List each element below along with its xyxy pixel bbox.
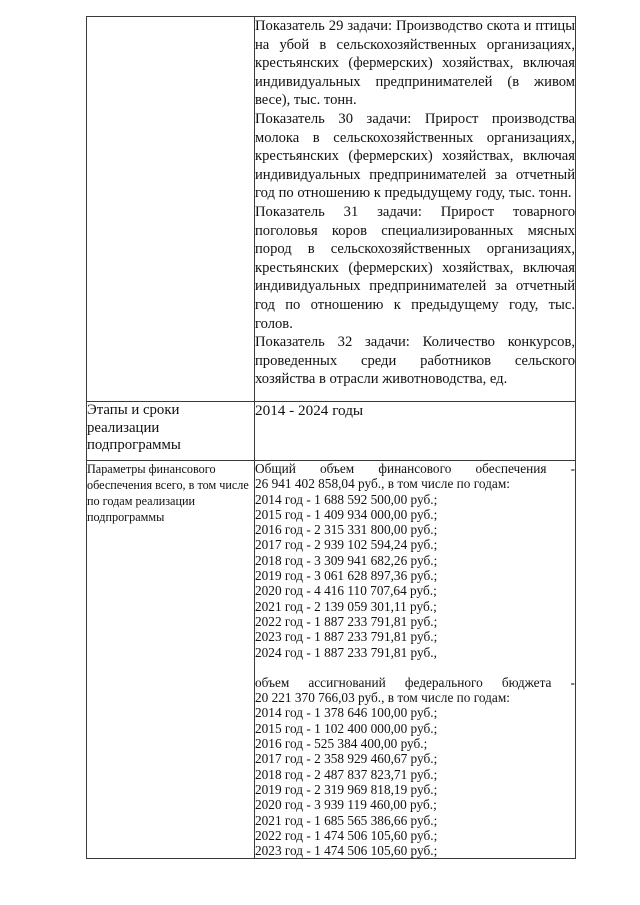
federal-year-2014: 2014 год - 1 378 646 100,00 руб.; [255,705,438,721]
federal-header-line-1: объем ассигнований федерального бюджета - [255,674,575,690]
total-year-2018: 2018 год - 3 309 941 682,26 руб.; [255,552,438,568]
federal-year-2020: 2020 год - 3 939 119 460,00 руб.; [255,797,437,813]
total-header-line-1: Общий объем финансового обеспечения - [255,461,575,476]
total-year-2015: 2015 год - 1 409 934 000,00 руб.; [255,506,438,522]
financing-values [255,461,576,859]
federal-year-2017: 2017 год - 2 358 929 460,67 руб.; [255,751,438,767]
total-year-2019: 2019 год - 3 061 628 897,36 руб.; [255,568,438,584]
total-year-2014: 2014 год - 1 688 592 500,00 руб.; [255,491,438,507]
indicators-cell [255,17,576,402]
federal-year-2016: 2016 год - 525 384 400,00 руб.; [255,736,428,752]
total-header-line-2: 26 941 402 858,04 руб., в том числе по годам: [255,476,510,492]
stages-value: 2014 - 2024 годы [255,402,576,461]
federal-year-2021: 2021 год - 1 685 565 386,66 руб.; [255,812,438,828]
total-year-2022: 2022 год - 1 887 233 791,81 руб.; [255,613,438,629]
total-year-2016: 2016 год - 2 315 331 800,00 руб.; [255,522,438,538]
indicator-30: Показатель 30 задачи: Прирост производства молока в сельскохозяйственных организациях, крестьянских (фермерских) хозяйствах, включая индивидуальных предпринимателей за отчетный год по отношению к предыдущему году, тыс. тонн. [255,110,575,202]
federal-year-2022: 2022 год - 1 474 506 105,60 руб.; [255,827,438,843]
passport-table [86,16,576,859]
section-spacer [255,660,575,675]
stages-row [87,402,576,461]
indicators-label-cell [87,17,255,402]
federal-year-2023: 2023 год - 1 474 506 105,60 руб.; [255,843,438,859]
total-year-2023: 2023 год - 1 887 233 791,81 руб.; [255,629,438,645]
total-year-2020: 2020 год - 4 416 110 707,64 руб.; [255,583,437,599]
financing-label: Параметры финансового обеспечения всего, в том числе по годам реализации подпрограммы [87,461,255,859]
stages-label: Этапы и сроки реализации подпрограммы [87,402,255,461]
total-year-2017: 2017 год - 2 939 102 594,24 руб.; [255,537,438,553]
total-year-2024: 2024 год - 1 887 233 791,81 руб., [255,644,437,660]
financing-row [87,461,576,859]
federal-year-2015: 2015 год - 1 102 400 000,00 руб.; [255,720,438,736]
total-year-2021: 2021 год - 2 139 059 301,11 руб.; [255,598,437,614]
indicator-31: Показатель 31 задачи: Прирост товарного поголовья коров специализированных мясных пород в сельскохозяйственных организациях, крестьянских (фермерских) хозяйствах, включая индивидуальных предпринимателей за отчетный год по отношению к предыдущему году, тыс. голов. [255,203,575,332]
indicators-row [87,17,576,402]
indicator-32: Показатель 32 задачи: Количество конкурсов, проведенных среди работников сельского хозяйства в отрасли животноводства, ед. [255,334,575,388]
federal-year-2019: 2019 год - 2 319 969 818,19 руб.; [255,781,438,797]
federal-year-2018: 2018 год - 2 487 837 823,71 руб.; [255,766,438,782]
indicator-29: Показатель 29 задачи: Производство скота и птицы на убой в сельскохозяйственных организациях, крестьянских (фермерских) хозяйствах, включая индивидуальных предпринимателей (в живом весе), тыс. тонн. [255,18,575,109]
federal-header-line-2: 20 221 370 766,03 руб., в том числе по годам: [255,690,510,706]
